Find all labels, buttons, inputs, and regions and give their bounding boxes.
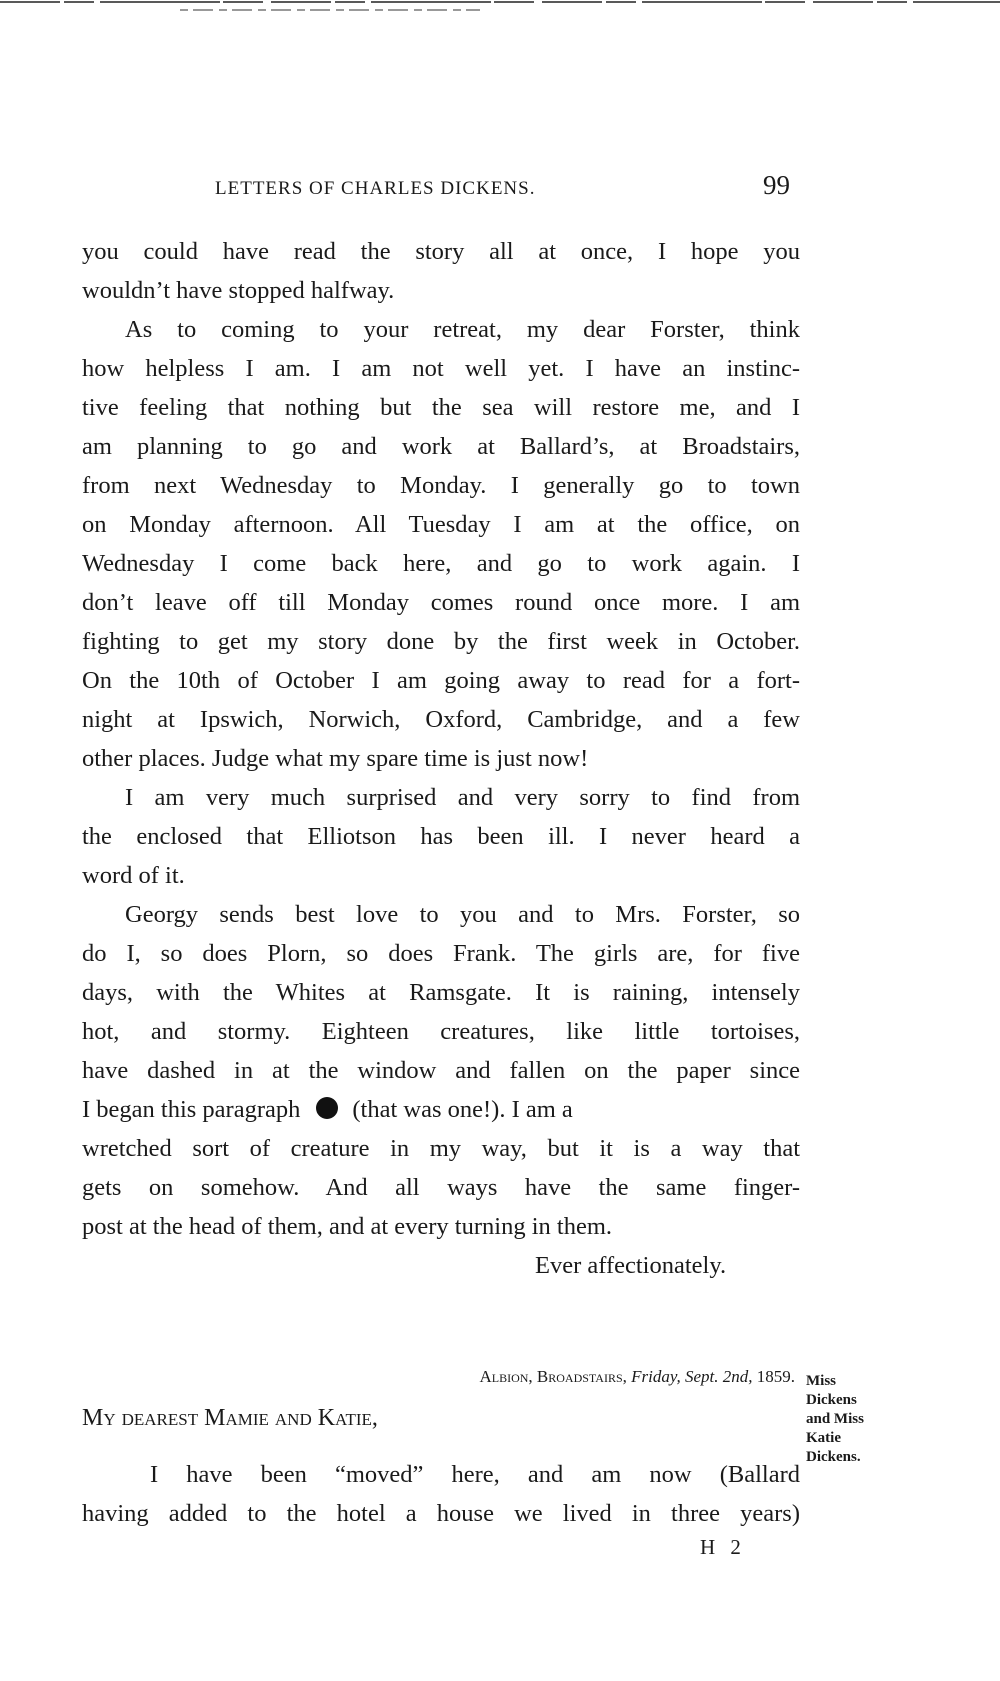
text-line: hot, and stormy. Eighteen creatures, like little tortoises,: [82, 1018, 800, 1045]
header-title: LETTERS OF CHARLES DICKENS.: [215, 178, 536, 199]
signoff: Ever affectionately.: [535, 1252, 727, 1279]
text-line: the enclosed that Elliotson has been ill. I never heard a: [82, 823, 800, 850]
text-line: wouldn’t have stopped halfway.: [82, 277, 395, 304]
margin-note-line: and Miss: [806, 1411, 864, 1427]
salutation: My dearest Mamie and Katie,: [82, 1405, 378, 1431]
text-line: gets on somehow. And all ways have the same finger-: [82, 1174, 800, 1201]
margin-note-line: Katie: [806, 1430, 841, 1446]
text-line: other places. Judge what my spare time is just now!: [82, 745, 589, 772]
text-line: fighting to get my story done by the first week in October.: [82, 628, 800, 655]
text-line-with-blot: [82, 1090, 800, 1129]
text-line: from next Wednesday to Monday. I generally go to town: [82, 472, 800, 499]
text-line: I am very much surprised and very sorry to find from: [125, 784, 800, 811]
margin-note-recipients: [806, 1372, 896, 1467]
text-line: I have been “moved” here, and am now (Ballard: [150, 1461, 800, 1488]
text-line: do I, so does Plorn, so does Frank. The girls are, for five: [82, 940, 800, 967]
letter2-body: [82, 1455, 800, 1533]
text-line: having added to the hotel a house we lived in three years): [82, 1500, 800, 1527]
dateline-place: Albion, Broadstairs,: [479, 1367, 627, 1386]
text-line: Georgy sends best love to you and to Mrs. Forster, so: [125, 901, 800, 928]
text-line: how helpless I am. I am not well yet. I have an instinc-: [82, 355, 800, 382]
text-line: On the 10th of October I am going away to read for a fort-: [82, 667, 800, 694]
dateline-year: 1859.: [756, 1367, 795, 1386]
dateline: [340, 1367, 795, 1387]
text-line: days, with the Whites at Ramsgate. It is raining, intensely: [82, 979, 800, 1006]
ink-blot-icon: [316, 1097, 338, 1119]
dateline-date: Friday, Sept. 2nd,: [631, 1367, 753, 1386]
text-segment: I began this paragraph: [82, 1096, 301, 1123]
text-line: As to coming to your retreat, my dear Forster, think: [125, 316, 800, 343]
top-border-rule: [0, 0, 1000, 14]
text-line: have dashed in at the window and fallen on the paper since: [82, 1057, 800, 1084]
text-line: on Monday afternoon. All Tuesday I am at the office, on: [82, 511, 800, 538]
text-line: Wednesday I come back here, and go to work again. I: [82, 550, 800, 577]
text-line: wretched sort of creature in my way, but it is a way that: [82, 1135, 800, 1162]
letter-to-forster-body: [82, 232, 800, 1285]
margin-note-line: Dickens: [806, 1392, 857, 1408]
text-segment: (that was one!). I am a: [352, 1096, 573, 1123]
running-header: [215, 170, 790, 210]
text-line: post at the head of them, and at every turning in them.: [82, 1213, 613, 1240]
text-line: night at Ipswich, Norwich, Oxford, Cambridge, and a few: [82, 706, 800, 733]
text-line: tive feeling that nothing but the sea will restore me, and I: [82, 394, 800, 421]
text-line: don’t leave off till Monday comes round once more. I am: [82, 589, 800, 616]
text-line: word of it.: [82, 862, 185, 889]
printer-signature-mark: H 2: [700, 1535, 746, 1559]
page-number: 99: [763, 170, 790, 200]
margin-note-line: Miss: [806, 1373, 836, 1389]
text-line: am planning to go and work at Ballard’s, at Broadstairs,: [82, 433, 800, 460]
text-line: you could have read the story all at once, I hope you: [82, 238, 800, 265]
margin-note-line: Dickens.: [806, 1449, 861, 1465]
